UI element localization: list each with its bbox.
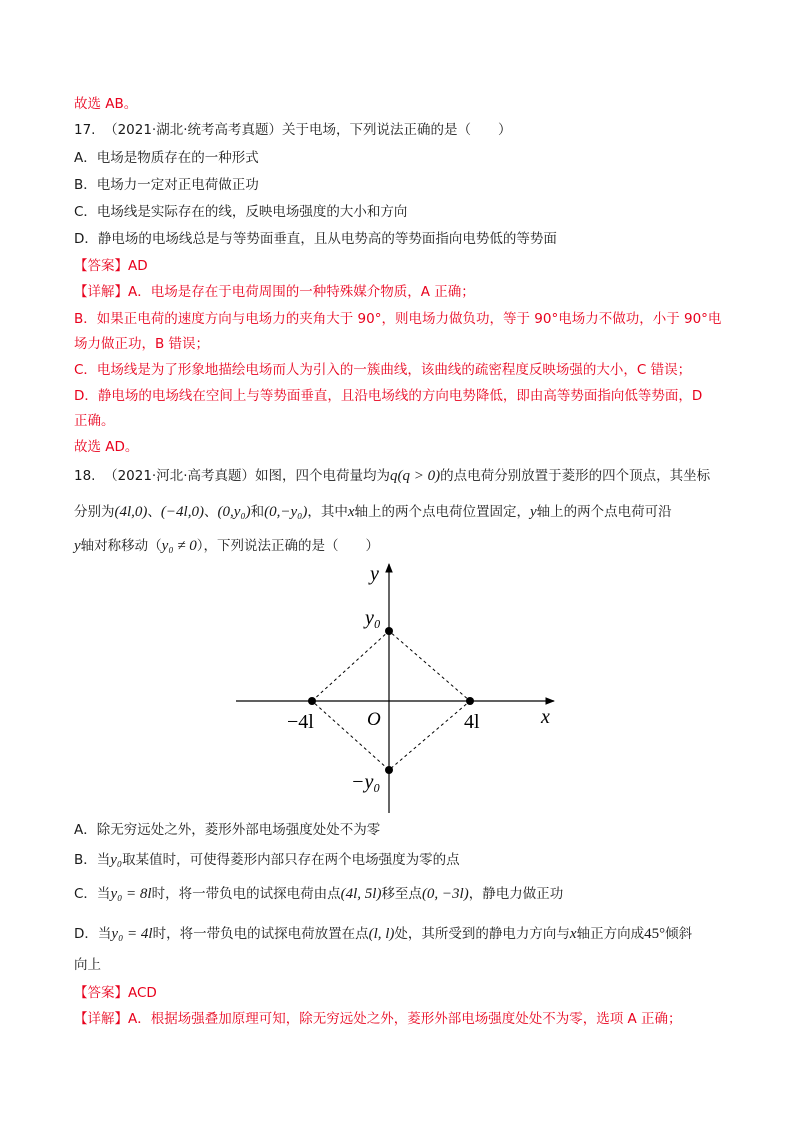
q18-stem-text: 的点电荷分别放置于菱形的四个顶点，其坐标	[440, 468, 711, 484]
top-charge-label: y₀	[365, 607, 381, 629]
q18-option-d-text: 倾斜	[665, 926, 693, 942]
q18-x-var: x	[347, 504, 355, 520]
q17-answer: AD	[128, 258, 148, 274]
x-axis-label: x	[541, 706, 550, 728]
q17-number: 17.	[74, 122, 96, 138]
q18-option-d-text: 轴正方向成	[576, 926, 645, 942]
q17-detail-b2: 场力做正功，B 错误；	[74, 336, 210, 352]
q18-option-a: A．除无穷远处之外，菱形外部电场强度处处不为零	[74, 822, 381, 838]
q18-option-c-text: C．当	[74, 886, 111, 902]
rhombus-charge-figure	[228, 558, 568, 818]
q17-detail-d2: 正确。	[74, 413, 115, 429]
q17-conclusion: 故选 AD。	[74, 439, 139, 455]
q18-option-d-line-1	[74, 924, 740, 944]
q18-option-d-eq: y₀ = 4l	[111, 926, 153, 942]
q17-stem-line	[74, 120, 740, 140]
q18-stem-text: 轴上的两个点电荷位置固定，	[354, 504, 530, 520]
q18-detail-line	[74, 1009, 740, 1029]
q18-option-b-text: 取某值时，可使得菱形内部只存在两个电场强度为零的点	[122, 852, 460, 868]
q18-condition: y₀ ≠ 0	[161, 538, 197, 554]
q18-option-b-var: y₀	[110, 852, 123, 868]
origin-label: O	[367, 709, 381, 730]
q18-stem-line-1	[74, 466, 740, 486]
left-charge-label: −4l	[287, 711, 314, 733]
q18-separator: 、	[203, 504, 218, 520]
q18-option-b-text: B．当	[74, 852, 111, 868]
q18-coord-3: (0,y₀)	[217, 504, 251, 520]
q18-stem-text: 分别为	[74, 504, 115, 520]
q18-option-c-text: 时，将一带负电的试探电荷由点	[151, 886, 341, 902]
q18-stem-text: ），下列说法正确的是（ ）	[196, 538, 380, 554]
q17-option-a: A．电场是物质存在的一种形式	[74, 150, 259, 166]
q17-detail-c: C．电场线是为了形象地描绘电场而人为引入的一簇曲线，该曲线的疏密程度反映场强的大小，C 错误；	[74, 362, 692, 378]
q18-option-c-text: 移至点	[381, 886, 422, 902]
q18-charge-cond: (q > 0)	[397, 468, 441, 484]
prev-conclusion: 故选 AB。	[74, 96, 138, 112]
q18-detail-label: 【详解】	[74, 1011, 128, 1027]
q18-stem-text: 如图，四个电荷量均为	[255, 468, 391, 484]
q17-detail-d1: D．静电场的电场线在空间上与等势面垂直，且沿电场线的方向电势降低，即由高等势面指向低等势面，D	[74, 388, 703, 404]
q18-source: （2021·河北·高考真题）	[104, 468, 256, 484]
q18-stem-line-2	[74, 502, 740, 522]
charge-left	[308, 697, 316, 705]
q18-option-b	[74, 850, 740, 870]
q17-stem: 关于电场，下列说法正确的是（ ）	[282, 122, 512, 138]
q18-separator: 、	[147, 504, 161, 520]
q18-stem-text: 轴对称移动（	[80, 538, 162, 554]
q17-option-d: D．静电场的电场线总是与等势面垂直，且从电势高的等势面指向电势低的等势面	[74, 231, 557, 247]
q18-detail-a: A．根据场强叠加原理可知，除无穷远处之外，菱形外部电场强度处处不为零，选项 A 正确；	[128, 1011, 682, 1027]
q18-stem-text: 轴上的两个点电荷可沿	[536, 504, 672, 520]
q17-answer-line	[74, 256, 740, 276]
q18-coord-2: (−4l,0)	[160, 504, 204, 520]
q18-stem-line-3	[74, 536, 740, 556]
q17-option-c: C．电场线是实际存在的线，反映电场强度的大小和方向	[74, 204, 408, 220]
q18-y-var: y	[530, 504, 537, 520]
q18-option-d-text: 处，其所受到的静电力方向与	[394, 926, 570, 942]
q18-number: 18.	[74, 468, 96, 484]
q18-answer: ACD	[128, 985, 157, 1001]
q18-coord-4: (0,−y₀)	[264, 504, 308, 520]
charge-bottom	[385, 766, 393, 774]
q18-answer-label: 【答案】	[74, 985, 128, 1001]
q18-option-d-line-2: 向上	[74, 957, 101, 973]
q17-detail-b1: B．如果正电荷的速度方向与电场力的夹角大于 90°，则电场力做负功，等于 90°电场力不做功，小于 90°电	[74, 311, 722, 327]
q17-source: （2021·湖北·统考高考真题）	[104, 122, 283, 138]
q18-answer-line	[74, 983, 740, 1003]
q18-option-d-angle: 45°	[644, 926, 666, 942]
right-charge-label: 4l	[464, 711, 480, 733]
q18-stem-text: ，其中	[307, 504, 348, 520]
charge-right	[466, 697, 474, 705]
q17-detail-line-1	[74, 282, 740, 302]
q18-option-c-point-2: (0, −3l)	[421, 886, 469, 902]
q18-and-word: 和	[250, 504, 265, 520]
q18-y-var: y	[74, 538, 81, 554]
q18-option-c	[74, 884, 740, 904]
q17-option-b: B．电场力一定对正电荷做正功	[74, 177, 259, 193]
q18-option-d-x-var: x	[569, 926, 577, 942]
charge-top	[385, 627, 393, 635]
q17-detail-label: 【详解】	[74, 284, 128, 300]
y-axis-label: y	[370, 563, 379, 585]
q17-answer-label: 【答案】	[74, 258, 128, 274]
bottom-charge-label: −y₀	[351, 771, 381, 793]
q18-charge: q	[390, 468, 398, 484]
q18-option-c-text: ，静电力做正功	[468, 886, 564, 902]
q18-option-d-text: D．当	[74, 926, 112, 942]
q18-option-c-eq: y₀ = 8l	[110, 886, 152, 902]
q18-coord-1: (4l,0)	[114, 504, 148, 520]
q18-option-d-point: (l, l)	[368, 926, 395, 942]
q18-option-d-text: 时，将一带负电的试探电荷放置在点	[152, 926, 369, 942]
q17-detail-a: A．电场是存在于电荷周围的一种特殊媒介物质，A 正确；	[128, 284, 475, 300]
q18-option-c-point-1: (4l, 5l)	[340, 886, 382, 902]
